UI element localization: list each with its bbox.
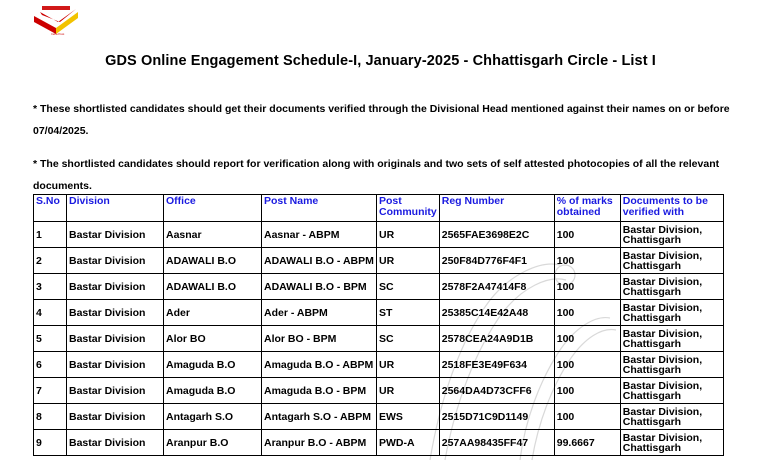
cell-documents: Bastar Division, Chattisgarh [620, 274, 723, 300]
cell-community: UR [377, 378, 440, 404]
cell-office: Ader [164, 300, 262, 326]
cell-marks: 100 [554, 378, 620, 404]
cell-reg-number: 257AA98435FF47 [439, 430, 554, 456]
cell-documents: Bastar Division, Chattisgarh [620, 352, 723, 378]
cell-reg-number: 2564DA4D73CFF6 [439, 378, 554, 404]
cell-marks: 100 [554, 326, 620, 352]
cell-community: PWD-A [377, 430, 440, 456]
cell-marks: 100 [554, 274, 620, 300]
col-header-documents: Documents to be verified with [620, 195, 723, 222]
col-header-division: Division [67, 195, 164, 222]
cell-documents: Bastar Division, Chattisgarh [620, 326, 723, 352]
cell-post-name: Aranpur B.O - ABPM [262, 430, 377, 456]
cell-post-name: Amaguda B.O - ABPM [262, 352, 377, 378]
cell-documents: Bastar Division, Chattisgarh [620, 430, 723, 456]
notes [33, 98, 733, 208]
col-header-reg-number: Reg Number [439, 195, 554, 222]
cell-documents: Bastar Division, Chattisgarh [620, 378, 723, 404]
cell-division: Bastar Division [67, 378, 164, 404]
cell-sno: 6 [34, 352, 67, 378]
cell-sno: 3 [34, 274, 67, 300]
cell-marks: 100 [554, 352, 620, 378]
cell-community: UR [377, 352, 440, 378]
cell-division: Bastar Division [67, 222, 164, 248]
cell-reg-number: 2565FAE3698E2C [439, 222, 554, 248]
logo-caption: India Post [51, 32, 65, 36]
cell-post-name: Aasnar - ABPM [262, 222, 377, 248]
cell-office: ADAWALI B.O [164, 248, 262, 274]
cell-post-name: ADAWALI B.O - BPM [262, 274, 377, 300]
cell-sno: 1 [34, 222, 67, 248]
cell-sno: 4 [34, 300, 67, 326]
cell-post-name: Antagarh S.O - ABPM [262, 404, 377, 430]
cell-sno: 7 [34, 378, 67, 404]
cell-reg-number: 2515D71C9D1149 [439, 404, 554, 430]
cell-office: Antagarh S.O [164, 404, 262, 430]
cell-office: Aasnar [164, 222, 262, 248]
cell-office: Alor BO [164, 326, 262, 352]
page-title: GDS Online Engagement Schedule-I, January-2025 - Chhattisgarh Circle - List I [105, 53, 656, 69]
cell-division: Bastar Division [67, 326, 164, 352]
cell-division: Bastar Division [67, 248, 164, 274]
cell-division: Bastar Division [67, 352, 164, 378]
table-header-row [34, 195, 724, 222]
table-row [34, 300, 724, 326]
note-originals: * The shortlisted candidates should report for verification along with originals and two sets of self attested photocopies of all the relevant documents. [33, 158, 720, 192]
table-row [34, 430, 724, 456]
cell-documents: Bastar Division, Chattisgarh [620, 248, 723, 274]
cell-division: Bastar Division [67, 300, 164, 326]
cell-sno: 5 [34, 326, 67, 352]
table-row [34, 378, 724, 404]
table-row [34, 352, 724, 378]
cell-office: Aranpur B.O [164, 430, 262, 456]
cell-sno: 2 [34, 248, 67, 274]
cell-office: ADAWALI B.O [164, 274, 262, 300]
cell-post-name: Amaguda B.O - BPM [262, 378, 377, 404]
cell-sno: 9 [34, 430, 67, 456]
col-header-marks: % of marks obtained [554, 195, 620, 222]
india-post-logo [30, 6, 82, 46]
cell-division: Bastar Division [67, 430, 164, 456]
cell-reg-number: 2578CEA24A9D1B [439, 326, 554, 352]
cell-marks: 99.6667 [554, 430, 620, 456]
cell-marks: 100 [554, 300, 620, 326]
note-verification: * These shortlisted candidates should get their documents verified through the Divisional Head mentioned against their names on or before 07/04/2025. [33, 103, 730, 137]
cell-community: EWS [377, 404, 440, 430]
candidate-table [33, 194, 724, 456]
cell-post-name: ADAWALI B.O - ABPM [262, 248, 377, 274]
table-row [34, 326, 724, 352]
cell-division: Bastar Division [67, 404, 164, 430]
cell-community: ST [377, 300, 440, 326]
cell-reg-number: 2578F2A47414F8 [439, 274, 554, 300]
cell-community: SC [377, 274, 440, 300]
col-header-post-name: Post Name [262, 195, 377, 222]
cell-documents: Bastar Division, Chattisgarh [620, 300, 723, 326]
cell-marks: 100 [554, 248, 620, 274]
col-header-sno: S.No [34, 195, 67, 222]
table-row [34, 274, 724, 300]
cell-marks: 100 [554, 222, 620, 248]
table-row [34, 404, 724, 430]
cell-reg-number: 250F84D776F4F1 [439, 248, 554, 274]
cell-post-name: Ader - ABPM [262, 300, 377, 326]
cell-community: UR [377, 248, 440, 274]
cell-reg-number: 2518FE3E49F634 [439, 352, 554, 378]
cell-office: Amaguda B.O [164, 352, 262, 378]
table-row [34, 248, 724, 274]
cell-documents: Bastar Division, Chattisgarh [620, 404, 723, 430]
col-header-post-community: Post Community [377, 195, 440, 222]
cell-division: Bastar Division [67, 274, 164, 300]
cell-office: Amaguda B.O [164, 378, 262, 404]
cell-community: UR [377, 222, 440, 248]
cell-marks: 100 [554, 404, 620, 430]
table-row [34, 222, 724, 248]
col-header-office: Office [164, 195, 262, 222]
cell-sno: 8 [34, 404, 67, 430]
cell-documents: Bastar Division, Chattisgarh [620, 222, 723, 248]
cell-community: SC [377, 326, 440, 352]
cell-reg-number: 25385C14E42A48 [439, 300, 554, 326]
cell-post-name: Alor BO - BPM [262, 326, 377, 352]
